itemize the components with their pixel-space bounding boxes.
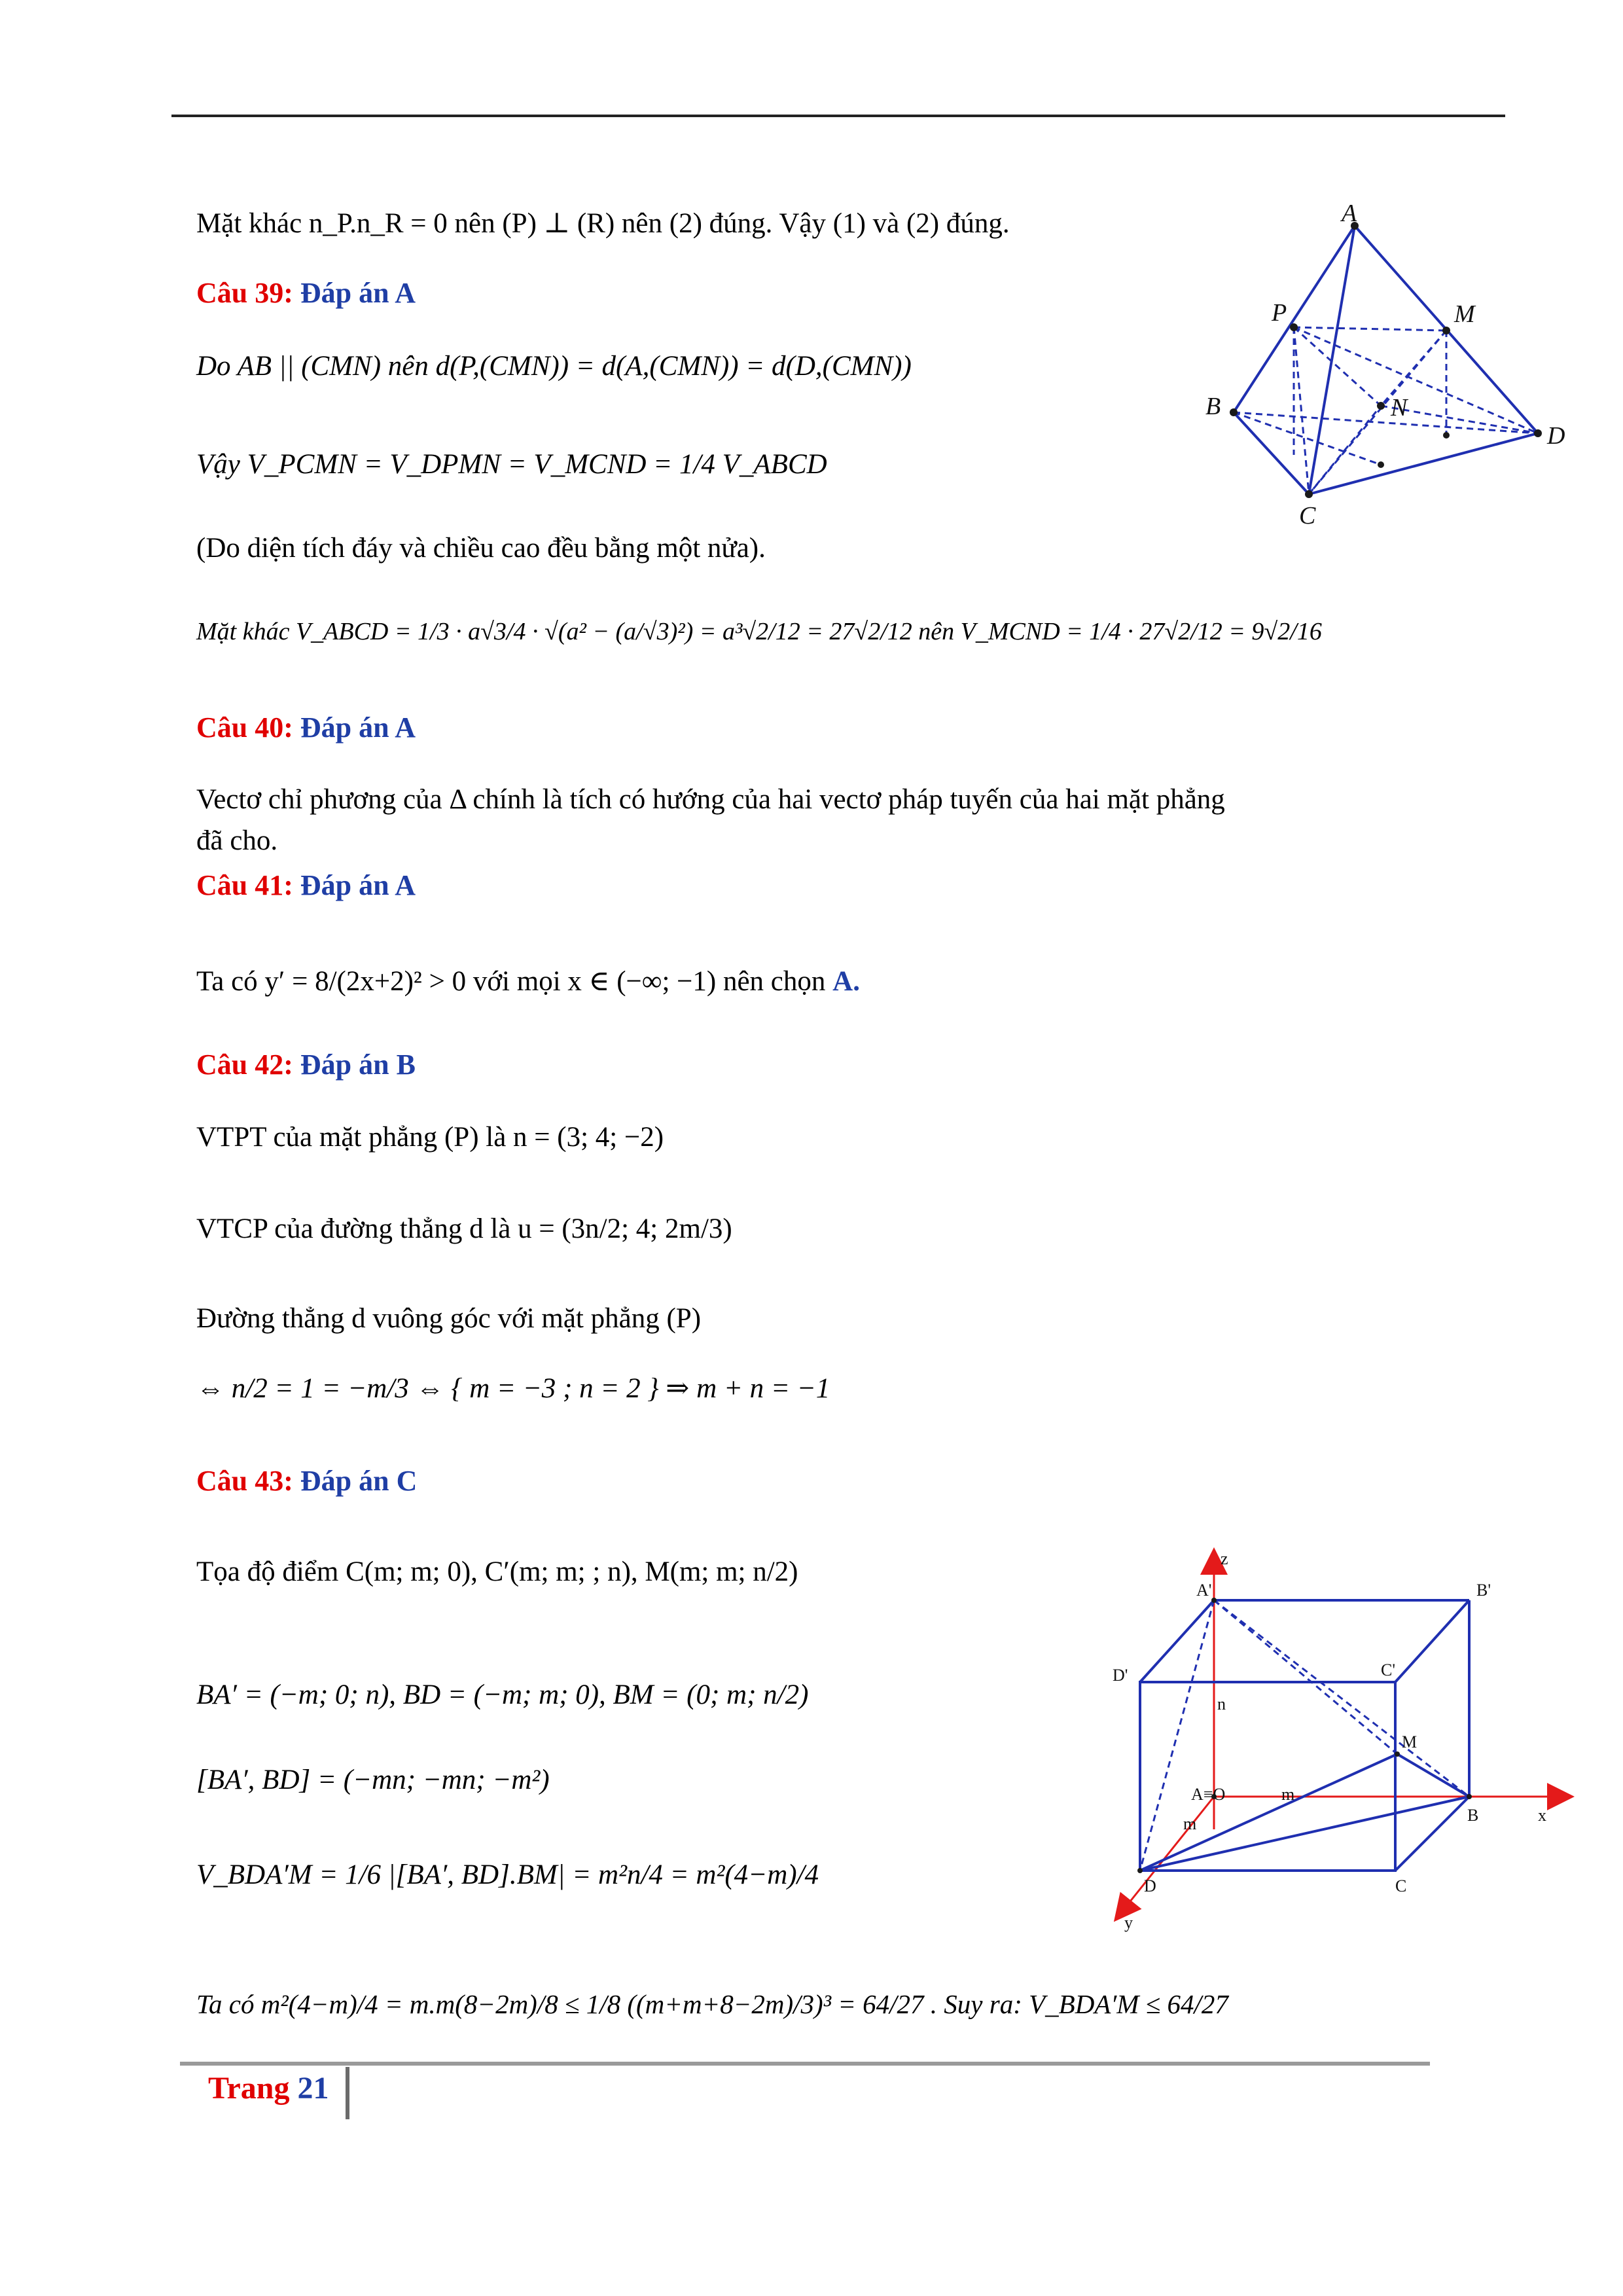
footer-label: Trang bbox=[208, 2071, 290, 2106]
page-footer bbox=[208, 2070, 329, 2106]
edge-bd bbox=[1234, 412, 1538, 433]
segment-pc bbox=[1294, 327, 1309, 494]
question-40-label: Câu 40: bbox=[196, 711, 293, 744]
segment-pn bbox=[1294, 327, 1381, 406]
text-line-14: BA′ = (−m; 0; n), BD = (−m; m; 0), BM = (0; m; n/2) bbox=[196, 1679, 809, 1710]
question-39-heading bbox=[196, 274, 416, 313]
segment-db bbox=[1140, 1797, 1469, 1871]
edge-bc bbox=[1234, 412, 1309, 494]
footer-rule bbox=[180, 2062, 1430, 2066]
segment-pm bbox=[1294, 327, 1446, 331]
text-line-2: Do AB || (CMN) nên d(P,(CMN)) = d(A,(CMN)) = d(D,(CMN)) bbox=[196, 351, 912, 382]
page-number: 21 bbox=[297, 2071, 329, 2106]
text-line-8-choice: A. bbox=[832, 966, 860, 997]
label-n: N bbox=[1391, 394, 1408, 422]
segment-mc bbox=[1309, 331, 1446, 494]
label-m: M bbox=[1454, 300, 1475, 328]
box-coordinate-figure bbox=[1086, 1538, 1584, 1944]
segment-dm bbox=[1140, 1754, 1397, 1871]
label-b: B bbox=[1467, 1806, 1479, 1825]
segment-a1b bbox=[1214, 1600, 1469, 1797]
text-line-7: đã cho. bbox=[196, 825, 278, 856]
text-line-1: Mặt khác n_P.n_R = 0 nên (P) ⊥ (R) nên (2) đúng. Vậy (1) và (2) đúng. bbox=[196, 208, 1010, 239]
segment-pd bbox=[1294, 327, 1538, 433]
question-43-answer: Đáp án C bbox=[300, 1465, 418, 1497]
edge-ac bbox=[1309, 226, 1355, 494]
question-41-label: Câu 41: bbox=[196, 869, 293, 901]
label-a: A bbox=[1342, 200, 1357, 227]
label-c: C bbox=[1395, 1876, 1407, 1895]
text-line-8 bbox=[196, 962, 860, 1001]
label-c-prime: C' bbox=[1381, 1660, 1396, 1679]
label-p: P bbox=[1272, 299, 1287, 327]
label-n: n bbox=[1217, 1695, 1226, 1713]
text-line-15: [BA′, BD] = (−mn; −mn; −m²) bbox=[196, 1765, 550, 1795]
question-39-label: Câu 39: bbox=[196, 277, 293, 309]
label-c: C bbox=[1299, 502, 1316, 529]
label-m: M bbox=[1402, 1732, 1418, 1751]
question-41-heading bbox=[196, 866, 416, 905]
label-d: D bbox=[1547, 422, 1565, 450]
label-x: x bbox=[1538, 1806, 1546, 1825]
question-41-answer: Đáp án A bbox=[300, 869, 416, 901]
edge-cd bbox=[1309, 433, 1538, 494]
label-b: B bbox=[1205, 393, 1221, 420]
text-line-9: VTPT của mặt phẳng (P) là n = (3; 4; −2) bbox=[196, 1122, 664, 1153]
text-line-11: Đường thẳng d vuông góc với mặt phẳng (P) bbox=[196, 1303, 702, 1334]
label-a-o: A≡O bbox=[1191, 1785, 1226, 1804]
text-line-6: Vectơ chỉ phương của Δ chính là tích có hướng của hai vectơ pháp tuyến của hai mặt phẳng bbox=[196, 784, 1225, 815]
label-a-prime: A' bbox=[1196, 1581, 1212, 1600]
question-42-answer: Đáp án B bbox=[300, 1049, 416, 1081]
label-y: y bbox=[1124, 1913, 1133, 1932]
footer-separator bbox=[346, 2067, 349, 2119]
text-line-4: (Do diện tích đáy và chiều cao đều bằng một nửa). bbox=[196, 533, 766, 564]
question-42-heading bbox=[196, 1045, 416, 1085]
question-40-heading bbox=[196, 708, 416, 747]
label-z: z bbox=[1221, 1549, 1228, 1568]
axis-y bbox=[1122, 1797, 1214, 1911]
text-line-12: ⇔ n/2 = 1 = −m/3 ⇔ { m = −3 ; n = 2 } ⇒ m + n = −1 bbox=[196, 1373, 830, 1404]
text-line-13: Tọa độ điểm C(m; m; 0), C′(m; m; ; n), M(m; m; n/2) bbox=[196, 1556, 798, 1587]
header-rule bbox=[171, 115, 1505, 117]
label-m-y: m bbox=[1183, 1814, 1197, 1833]
question-40-answer: Đáp án A bbox=[300, 711, 416, 744]
text-line-3: Vậy V_PCMN = V_DPMN = V_MCND = 1/4 V_ABCD bbox=[196, 449, 827, 480]
text-line-10: VTCP của đường thẳng d là u = (3n/2; 4; 2m/3) bbox=[196, 1213, 732, 1244]
question-39-answer: Đáp án A bbox=[300, 277, 416, 309]
tetrahedron-figure bbox=[1165, 196, 1584, 537]
text-line-16: V_BDA′M = 1/6 |[BA′, BD].BM| = m²n/4 = m²(4−m)/4 bbox=[196, 1859, 819, 1890]
label-d: D bbox=[1144, 1876, 1156, 1895]
label-b-prime: B' bbox=[1476, 1581, 1491, 1600]
segment-mb bbox=[1397, 1754, 1469, 1797]
label-m-x: m bbox=[1281, 1785, 1295, 1804]
question-42-label: Câu 42: bbox=[196, 1049, 293, 1081]
text-line-5: Mặt khác V_ABCD = 1/3 · a√3/4 · √(a² − (a/√3)²) = a³√2/12 = 27√2/12 nên V_MCND = 1/4 · 27√2/12 = 9√2/16 bbox=[196, 618, 1322, 645]
text-line-8-body: Ta có y′ = 8/(2x+2)² > 0 với mọi x ∈ (−∞; −1) nên chọn bbox=[196, 966, 826, 997]
text-line-17: Ta có m²(4−m)/4 = m.m(8−2m)/8 ≤ 1/8 ((m+m+8−2m)/3)³ = 64/27 . Suy ra: V_BDA′M ≤ 64/27 bbox=[196, 1989, 1228, 2019]
question-43-heading bbox=[196, 1462, 417, 1501]
segment-a1m bbox=[1214, 1600, 1397, 1754]
label-d-prime: D' bbox=[1113, 1666, 1128, 1685]
question-43-label: Câu 43: bbox=[196, 1465, 293, 1497]
